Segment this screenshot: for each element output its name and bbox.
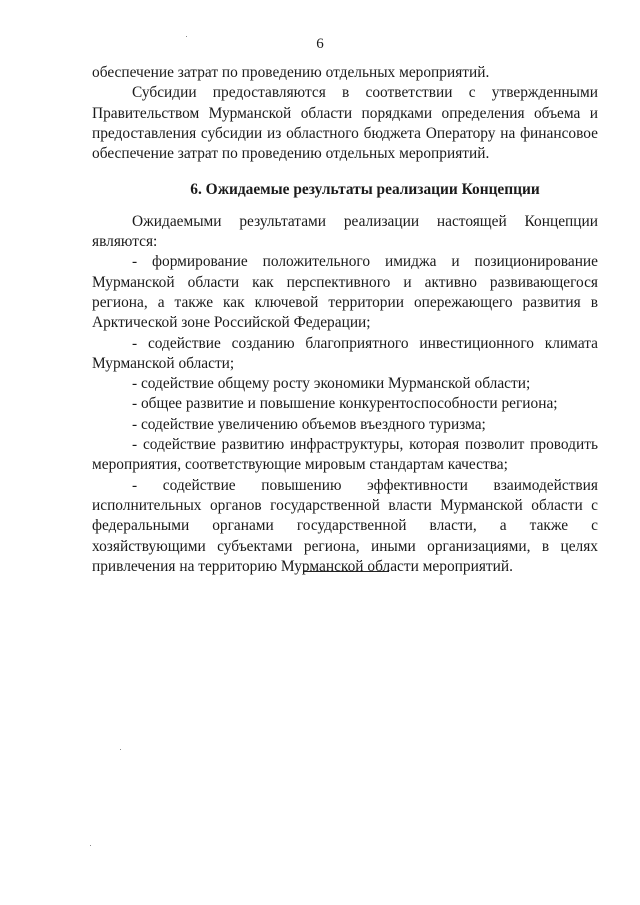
- list-item: - общее развитие и повышение конкурентоспособности региона;: [132, 395, 558, 413]
- page-number: 6: [316, 36, 324, 52]
- list-item: - содействие созданию благоприятного инвестиционного климата Мурманской области;: [92, 334, 598, 372]
- paragraph-continuation: обеспечение затрат по проведению отдельных мероприятий.: [92, 64, 490, 81]
- document-body: [92, 63, 598, 577]
- list-item: - формирование положительного имиджа и позиционирование Мурманской области как перспективного и активно развивающегося региона, а также как ключевой территории опережающего развития в Арктической зоне Российской Федерации;: [92, 253, 598, 332]
- scan-speck: [90, 845, 91, 846]
- list-item: - содействие повышению эффективности взаимодействия исполнительных органов государственной власти Мурманской области с федеральными органами государственной власти, а также с хозяйствующими субъектами региона, иными организациями, в целях привлечения на территорию Мурманской области мероприятий.: [92, 476, 598, 575]
- list-item: - содействие увеличению объемов въездного туризма;: [132, 415, 486, 433]
- scan-speck: [186, 36, 187, 37]
- list-item: - содействие общему росту экономики Мурманской области;: [132, 375, 531, 393]
- scan-speck: [120, 749, 121, 750]
- list-item: - содействие развитию инфраструктуры, которая позволит проводить мероприятия, соответствующие мировым стандартам качества;: [92, 436, 598, 474]
- end-separator-line: [303, 571, 389, 572]
- section-title: 6. Ожидаемые результаты реализации Концепции: [190, 181, 540, 199]
- paragraph-subsidies: Субсидии предоставляются в соответствии с утвержденными Правительством Мурманской области порядками определения объема и предоставления субсидии из областного бюджета Оператору на финансовое обеспечение затрат по проведению отдельных мероприятий.: [92, 84, 598, 163]
- section-intro: Ожидаемыми результатами реализации настоящей Концепции являются:: [92, 212, 598, 251]
